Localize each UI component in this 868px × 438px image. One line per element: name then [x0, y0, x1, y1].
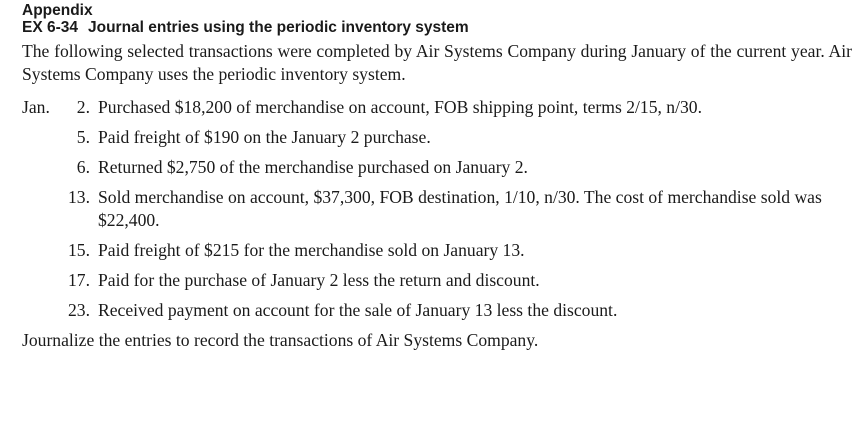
transaction-day: 6. [76, 157, 90, 177]
transaction-text: Purchased $18,200 of merchandise on account, FOB shipping point, terms 2/15, n/30. [98, 97, 702, 117]
exercise-title: Journal entries using the periodic inventory system [88, 19, 469, 36]
transaction-item [22, 186, 852, 232]
transaction-item [22, 269, 852, 292]
transaction-item [22, 299, 852, 322]
instruction-text: Journalize the entries to record the transactions of Air Systems Company. [22, 330, 539, 350]
transaction-text: Returned $2,750 of the merchandise purchased on January 2. [98, 157, 528, 177]
transaction-text: Received payment on account for the sale of January 13 less the discount. [98, 300, 618, 320]
transaction-list [22, 96, 852, 322]
transaction-month [22, 126, 60, 149]
exercise-heading [22, 19, 852, 37]
transaction-text: Sold merchandise on account, $37,300, FOB destination, 1/10, n/30. The cost of merchandise sold was $22,400. [98, 187, 822, 230]
transaction-month [22, 239, 60, 262]
transaction-text: Paid freight of $190 on the January 2 purchase. [98, 127, 431, 147]
intro-paragraph: The following selected transactions were completed by Air Systems Company during January of the current year. Air Systems Company uses the periodic inventory system. [22, 41, 852, 84]
exercise-page [22, 2, 852, 352]
transaction-text: Paid for the purchase of January 2 less the return and discount. [98, 270, 540, 290]
transaction-item [22, 239, 852, 262]
transaction-day: 13. [68, 187, 90, 207]
transaction-day: 5. [76, 127, 90, 147]
transaction-month [22, 156, 60, 179]
transaction-item [22, 156, 852, 179]
section-heading: Appendix [22, 2, 93, 19]
transaction-text: Paid freight of $215 for the merchandise sold on January 13. [98, 240, 525, 260]
transaction-day: 15. [68, 240, 90, 260]
transaction-month: Jan. [22, 97, 50, 117]
transaction-month [22, 186, 60, 232]
transaction-item [22, 126, 852, 149]
transaction-month [22, 269, 60, 292]
transaction-month [22, 299, 60, 322]
transaction-day: 23. [68, 300, 90, 320]
exercise-number: EX 6-34 [22, 19, 79, 36]
transaction-day: 2. [76, 97, 90, 117]
transaction-item [22, 96, 852, 119]
transaction-day: 17. [68, 270, 90, 290]
